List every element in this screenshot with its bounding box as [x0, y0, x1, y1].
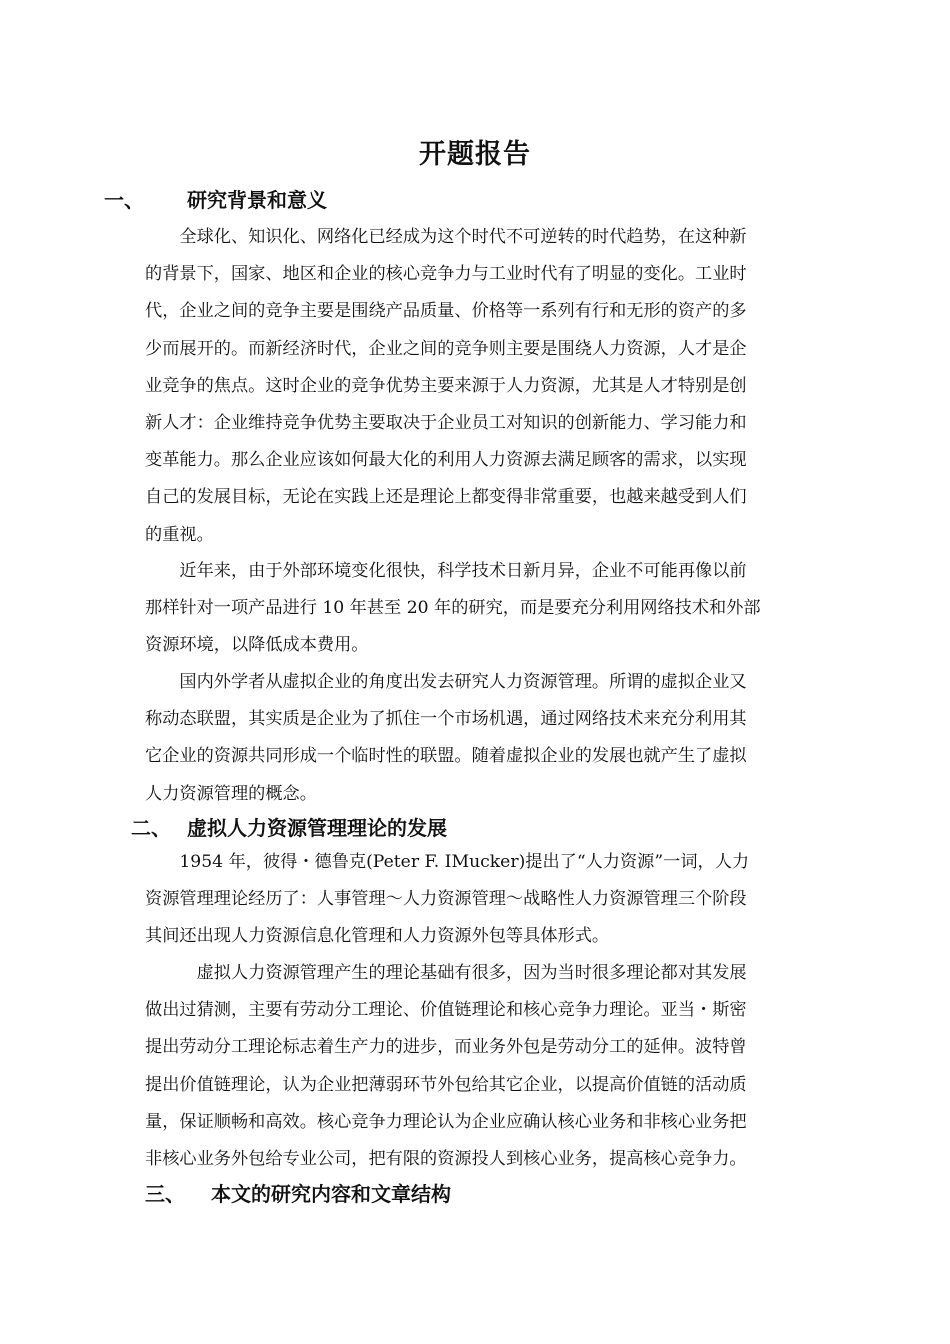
section-heading-2: [131, 814, 551, 842]
section-number: 一、: [104, 188, 144, 212]
paragraph-line: 国内外学者从虚拟企业的角度出发去研究人力资源管理。所谓的虚拟企业又: [145, 672, 747, 692]
paragraph-line: 非核心业务外包给专业公司，把有限的资源投人到核心业务，提高核心竞争力。: [145, 1149, 747, 1170]
paragraph-line: 业竞争的焦点。这时企业的竞争优势主要来源于人力资源，尤其是人才特别是创: [145, 375, 747, 396]
paragraph-line: 提出价值链理论，认为企业把薄弱环节外包给其它企业，以提高价值链的活动质: [145, 1074, 747, 1095]
paragraph-line: 1954 年，彼得・德鲁克(Peter F. IMucker)提出了“人力资源”一词，人力: [145, 852, 750, 872]
paragraph-line: 称动态联盟，其实质是企业为了抓住一个市场机遇，通过网络技术来充分利用其: [145, 709, 747, 730]
paragraph-line: 它企业的资源共同形成一个临时性的联盟。随着虚拟企业的发展也就产生了虚拟: [145, 746, 747, 767]
section-heading-3: [145, 1180, 565, 1208]
paragraph-line: 的重视。: [145, 524, 214, 545]
section-title: 研究背景和意义: [187, 188, 327, 212]
paragraph-line: 新人才：企业维持竞争优势主要取决于企业员工对知识的创新能力、学习能力和: [145, 413, 747, 434]
paragraph: [145, 553, 810, 665]
paragraph-line: 的背景下，国家、地区和企业的核心竞争力与工业时代有了明显的变化。工业时: [145, 264, 747, 285]
paragraph-line: 做出过猜测，主要有劳动分工理论、价值链理论和核心竞争力理论。亚当・斯密: [145, 1000, 747, 1021]
paragraph-line: 自己的发展目标，无论在实践上还是理论上都变得非常重要，也越来越受到人们: [145, 487, 747, 508]
paragraph-line: 资源管理理论经历了：人事管理～人力资源管理～战略性人力资源管理三个阶段: [145, 889, 747, 910]
paragraph-line: 全球化、知识化、网络化已经成为这个时代不可逆转的时代趋势，在这种新: [145, 227, 747, 247]
section-title: 虚拟人力资源管理理论的发展: [187, 816, 447, 840]
paragraph: [145, 844, 810, 956]
paragraph-line: 近年来，由于外部环境变化很快，科学技术日新月异，企业不可能再像以前: [145, 561, 747, 581]
page-title: 开题报告: [419, 139, 531, 170]
paragraph: [145, 664, 810, 813]
paragraph-line: 变革能力。那么企业应该如何最大化的利用人力资源去满足顾客的需求，以实现: [145, 450, 747, 471]
paragraph-line: 提出劳动分工理论标志着生产力的进步，而业务外包是劳动分工的延伸。波特曾: [145, 1037, 747, 1058]
paragraph: [145, 955, 810, 1178]
paragraph-line: 资源环境，以降低成本费用。: [145, 635, 369, 656]
paragraph-line: 虚拟人力资源管理产生的理论基础有很多，因为当时很多理论都对其发展: [145, 963, 747, 983]
section-number: 三、: [145, 1182, 185, 1206]
paragraph: [145, 219, 810, 554]
paragraph-line: 少而展开的。而新经济时代，企业之间的竞争则主要是围绕人力资源，人才是企: [145, 338, 747, 359]
paragraph-line: 那样针对一项产品进行 10 年甚至 20 年的研究，而是要充分利用网络技术和外部: [145, 598, 761, 619]
paragraph-line: 人力资源管理的概念。: [145, 783, 317, 804]
section-number: 二、: [131, 816, 171, 840]
paragraph-line: 代，企业之间的竞争主要是围绕产品质量、价格等一系列有行和无形的资产的多: [145, 301, 747, 322]
paragraph-line: 量，保证顺畅和高效。核心竞争力理论认为企业应确认核心业务和非核心业务把: [145, 1111, 747, 1132]
section-heading-1: [104, 186, 504, 214]
paragraph-line: 其间还出现人力资源信息化管理和人力资源外包等具体形式。: [145, 926, 610, 947]
section-title: 本文的研究内容和文章结构: [211, 1182, 451, 1206]
